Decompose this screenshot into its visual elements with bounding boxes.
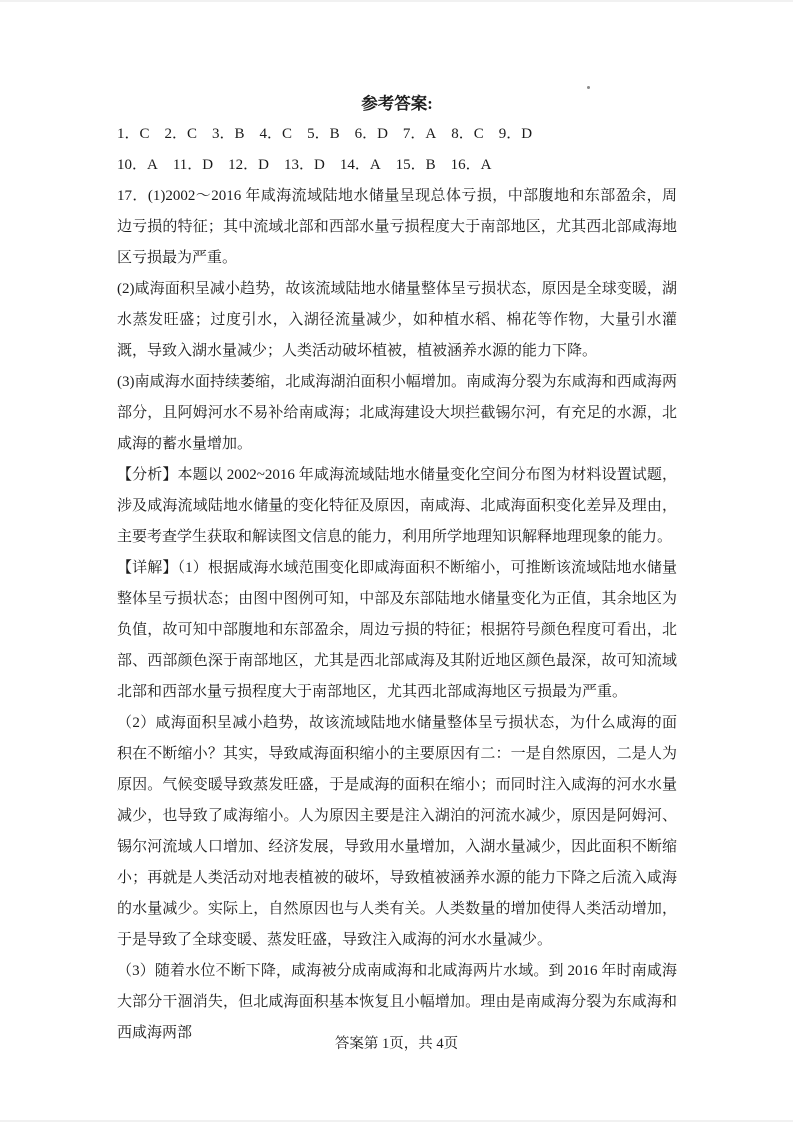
answer-item: 12．D bbox=[228, 157, 269, 173]
answer-item: 7．A bbox=[402, 126, 437, 142]
paragraph-q17-part1: 17．(1)2002～2016 年咸海流域陆地水储量呈现总体亏损，中部腹地和东部盈余，周边亏损的特征；其中流域北部和西部水量亏损程度大于南部地区，尤其西北部咸海地区亏损最为严重。 bbox=[117, 188, 677, 266]
answer-item: 4．C bbox=[259, 126, 293, 142]
answer-key-row-2 bbox=[117, 150, 677, 181]
paragraph-q17-part3: (3)南咸海水面持续萎缩，北咸海湖泊面积小幅增加。南咸海分裂为东咸海和西咸海两部分，且阿姆河水不易补给南咸海；北咸海建设大坝拦截锡尔河，有充足的水源，北咸海的蓄水量增加。 bbox=[117, 374, 677, 452]
page-footer: 答案第 1页，共 4页 bbox=[334, 1036, 459, 1052]
paragraph-detail-2: （2）咸海面积呈减小趋势，故该流域陆地水储量整体呈亏损状态，为什么咸海的面积在不断缩小？其实，导致咸海面积缩小的主要原因有二：一是自然原因，二是人为原因。气候变暖导致蒸发旺盛，于是咸海的面积在缩小；而同时注入咸海的河水水量减少，也导致了咸海缩小。人为原因主要是注入湖泊的河流水减少，原因是阿姆河、锡尔河流域人口增加、经济发展，导致用水量增加，入湖水量减少，因此面积不断缩小；再就是人类活动对地表植被的破坏，导致植被涵养水源的能力下降之后流入咸海的水量减少。实际上，自然原因也与人类有关。人类数量的增加使得人类活动增加，于是导致了全球变暖、蒸发旺盛，导致注入咸海的河水水量减少。 bbox=[117, 715, 677, 948]
answer-item: 9．D bbox=[498, 126, 533, 142]
paragraph-analysis: 【分析】本题以 2002~2016 年咸海流域陆地水储量变化空间分布图为材料设置试题，涉及咸海流域陆地水储量的变化特征及原因，南咸海、北咸海面积变化差异及理由，主要考查学生获取和解读图文信息的能力，利用所学地理知识解释地理现象的能力。 bbox=[117, 467, 677, 545]
answer-item: 13．D bbox=[283, 157, 325, 173]
answer-item: 11．D bbox=[172, 157, 214, 173]
answer-item: 8．C bbox=[451, 126, 484, 142]
answer-item: 2．C bbox=[164, 126, 198, 142]
document-body bbox=[117, 88, 677, 1049]
answer-item: 6．D bbox=[354, 126, 388, 142]
answer-item: 10．A bbox=[117, 157, 158, 173]
page-title: 参考答案: bbox=[361, 94, 433, 113]
answer-item: 3．B bbox=[212, 126, 245, 142]
paragraph-detail-1: 【详解】（1）根据咸海水域范围变化即咸海面积不断缩小，可推断该流域陆地水储量整体呈亏损状态；由图中图例可知，中部及东部陆地水储量变化为正值，其余地区为负值，故可知中部腹地和东部盈余，周边亏损的特征；根据符号颜色程度可看出，北部、西部颜色深于南部地区，尤其是西北部咸海及其附近地区颜色最深，故可知流域北部和西部水量亏损程度大于南部地区，尤其西北部咸海地区亏损最为严重。 bbox=[117, 560, 677, 700]
answer-item: 5．B bbox=[307, 126, 340, 142]
paragraph-q17-part2: (2)咸海面积呈减小趋势，故该流域陆地水储量整体呈亏损状态，原因是全球变暖，湖水蒸发旺盛；过度引水，入湖径流量减少，如种植水稻、棉花等作物，大量引水灌溉，导致入湖水量减少；人类活动破坏植被，植被涵养水源的能力下降。 bbox=[117, 281, 677, 359]
answer-key-row-1 bbox=[117, 119, 677, 150]
answer-item: 16．A bbox=[450, 157, 492, 173]
answer-item: 15．B bbox=[395, 157, 436, 173]
paragraph-detail-3: （3）随着水位不断下降，咸海被分成南咸海和北咸海两片水域。到 2016 年时南咸海大部分干涸消失，但北咸海面积基本恢复且小幅增加。理由是南咸海分裂为东咸海和西咸海两部 bbox=[117, 963, 677, 1041]
answer-item: 1．C bbox=[117, 126, 150, 142]
answer-item: 14．A bbox=[339, 157, 381, 173]
